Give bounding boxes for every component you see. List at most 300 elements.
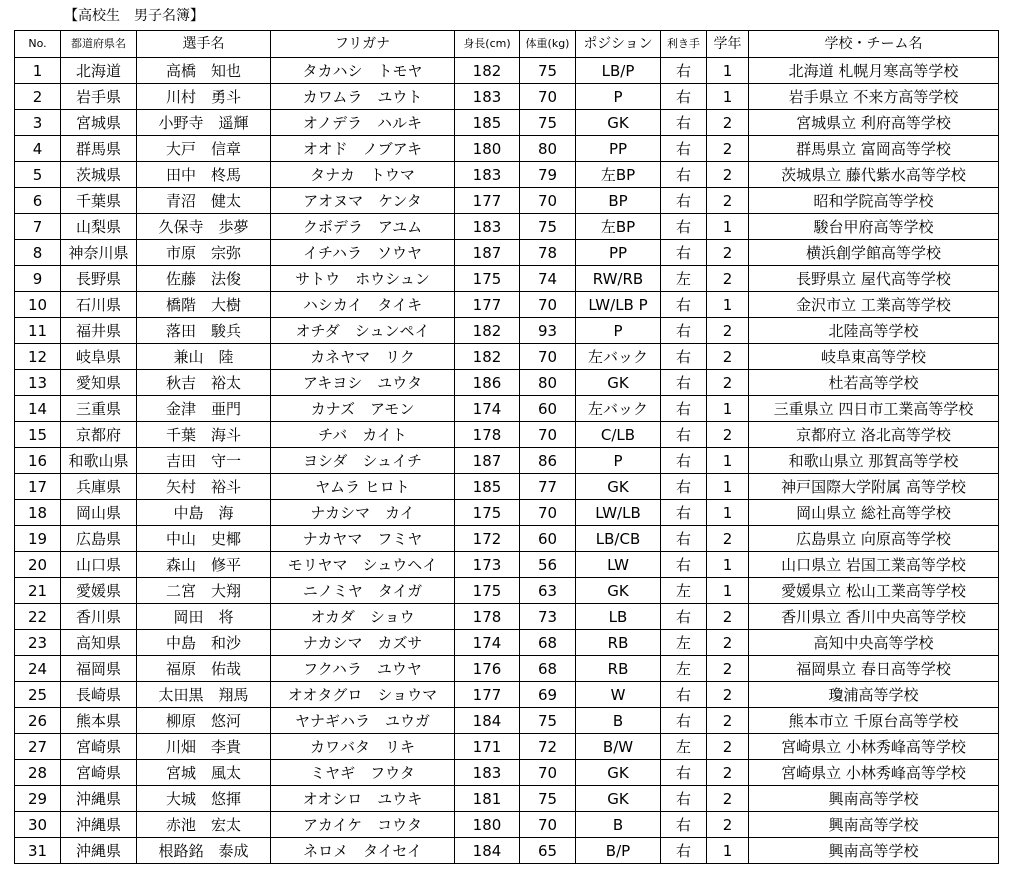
position-cell: PP [576, 240, 661, 266]
furigana-cell: オチダ シュンペイ [271, 318, 455, 344]
position-cell: GK [576, 370, 661, 396]
position-cell: RB [576, 630, 661, 656]
player-name-cell: 岡田 将 [137, 604, 271, 630]
player-name-cell: 佐藤 法俊 [137, 266, 271, 292]
dominant-hand-cell: 右 [661, 708, 707, 734]
height-cell: 174 [455, 630, 520, 656]
row-number: 22 [15, 604, 61, 630]
grade-cell: 2 [707, 630, 749, 656]
furigana-cell: サトウ ホウシュン [271, 266, 455, 292]
furigana-cell: カネヤマ リク [271, 344, 455, 370]
player-name-cell: 高橋 知也 [137, 58, 271, 84]
table-row [15, 292, 999, 318]
weight-cell: 75 [520, 708, 576, 734]
row-number: 9 [15, 266, 61, 292]
dominant-hand-cell: 左 [661, 734, 707, 760]
row-number: 25 [15, 682, 61, 708]
grade-cell: 2 [707, 812, 749, 838]
dominant-hand-cell: 右 [661, 682, 707, 708]
table-row [15, 318, 999, 344]
prefecture-cell: 愛媛県 [61, 578, 137, 604]
grade-cell: 2 [707, 266, 749, 292]
grade-cell: 2 [707, 708, 749, 734]
table-row [15, 630, 999, 656]
height-cell: 184 [455, 708, 520, 734]
grade-cell: 2 [707, 526, 749, 552]
grade-cell: 2 [707, 786, 749, 812]
weight-cell: 70 [520, 188, 576, 214]
grade-cell: 2 [707, 188, 749, 214]
prefecture-cell: 岐阜県 [61, 344, 137, 370]
row-number: 11 [15, 318, 61, 344]
dominant-hand-cell: 右 [661, 318, 707, 344]
prefecture-cell: 宮崎県 [61, 760, 137, 786]
dominant-hand-cell: 右 [661, 526, 707, 552]
school-cell: 北海道 札幌月寒高等学校 [749, 58, 999, 84]
row-number: 28 [15, 760, 61, 786]
dominant-hand-cell: 右 [661, 838, 707, 864]
dominant-hand-cell: 右 [661, 500, 707, 526]
row-number: 31 [15, 838, 61, 864]
furigana-cell: オオシロ ユウキ [271, 786, 455, 812]
furigana-cell: アキヨシ ユウタ [271, 370, 455, 396]
weight-cell: 70 [520, 344, 576, 370]
player-name-cell: 兼山 陸 [137, 344, 271, 370]
row-number: 23 [15, 630, 61, 656]
header-weight: 体重(kg) [520, 31, 576, 58]
grade-cell: 1 [707, 838, 749, 864]
grade-cell: 1 [707, 292, 749, 318]
player-name-cell: 久保寺 歩夢 [137, 214, 271, 240]
grade-cell: 1 [707, 578, 749, 604]
roster-table [14, 30, 999, 864]
weight-cell: 80 [520, 370, 576, 396]
grade-cell: 1 [707, 500, 749, 526]
weight-cell: 70 [520, 812, 576, 838]
position-cell: P [576, 448, 661, 474]
prefecture-cell: 山口県 [61, 552, 137, 578]
dominant-hand-cell: 右 [661, 84, 707, 110]
weight-cell: 86 [520, 448, 576, 474]
row-number: 17 [15, 474, 61, 500]
position-cell: GK [576, 110, 661, 136]
furigana-cell: ヤムラ ヒロト [271, 474, 455, 500]
position-cell: P [576, 318, 661, 344]
player-name-cell: 落田 駿兵 [137, 318, 271, 344]
player-name-cell: 森山 修平 [137, 552, 271, 578]
dominant-hand-cell: 右 [661, 448, 707, 474]
row-number: 12 [15, 344, 61, 370]
position-cell: B [576, 812, 661, 838]
school-cell: 昭和学院高等学校 [749, 188, 999, 214]
grade-cell: 2 [707, 734, 749, 760]
furigana-cell: オカダ ショウ [271, 604, 455, 630]
position-cell: GK [576, 474, 661, 500]
table-row [15, 344, 999, 370]
height-cell: 178 [455, 604, 520, 630]
school-cell: 瓊浦高等学校 [749, 682, 999, 708]
school-cell: 愛媛県立 松山工業高等学校 [749, 578, 999, 604]
school-cell: 北陸高等学校 [749, 318, 999, 344]
furigana-cell: アカイケ コウタ [271, 812, 455, 838]
dominant-hand-cell: 右 [661, 474, 707, 500]
dominant-hand-cell: 右 [661, 604, 707, 630]
height-cell: 187 [455, 240, 520, 266]
height-cell: 183 [455, 162, 520, 188]
row-number: 21 [15, 578, 61, 604]
dominant-hand-cell: 左 [661, 630, 707, 656]
player-name-cell: 中島 和沙 [137, 630, 271, 656]
position-cell: RB [576, 656, 661, 682]
school-cell: 山口県立 岩国工業高等学校 [749, 552, 999, 578]
position-cell: 左BP [576, 214, 661, 240]
furigana-cell: カナズ アモン [271, 396, 455, 422]
table-row [15, 786, 999, 812]
height-cell: 171 [455, 734, 520, 760]
school-cell: 興南高等学校 [749, 838, 999, 864]
dominant-hand-cell: 右 [661, 786, 707, 812]
position-cell: B/W [576, 734, 661, 760]
prefecture-cell: 長崎県 [61, 682, 137, 708]
grade-cell: 2 [707, 110, 749, 136]
position-cell: GK [576, 578, 661, 604]
height-cell: 183 [455, 84, 520, 110]
school-cell: 杜若高等学校 [749, 370, 999, 396]
prefecture-cell: 長野県 [61, 266, 137, 292]
height-cell: 177 [455, 292, 520, 318]
position-cell: PP [576, 136, 661, 162]
dominant-hand-cell: 左 [661, 656, 707, 682]
school-cell: 岐阜東高等学校 [749, 344, 999, 370]
header-furigana: フリガナ [271, 31, 455, 58]
furigana-cell: フクハラ ユウヤ [271, 656, 455, 682]
player-name-cell: 田中 柊馬 [137, 162, 271, 188]
weight-cell: 56 [520, 552, 576, 578]
height-cell: 183 [455, 760, 520, 786]
position-cell: 左バック [576, 344, 661, 370]
header-row [15, 31, 999, 58]
furigana-cell: チバ カイト [271, 422, 455, 448]
grade-cell: 1 [707, 58, 749, 84]
grade-cell: 2 [707, 422, 749, 448]
weight-cell: 65 [520, 838, 576, 864]
table-row [15, 604, 999, 630]
prefecture-cell: 沖縄県 [61, 838, 137, 864]
prefecture-cell: 石川県 [61, 292, 137, 318]
weight-cell: 75 [520, 110, 576, 136]
weight-cell: 68 [520, 656, 576, 682]
grade-cell: 2 [707, 162, 749, 188]
height-cell: 183 [455, 214, 520, 240]
player-name-cell: 福原 佑哉 [137, 656, 271, 682]
school-cell: 興南高等学校 [749, 786, 999, 812]
player-name-cell: 宮城 風太 [137, 760, 271, 786]
header-grade: 学年 [707, 31, 749, 58]
school-cell: 岩手県立 不来方高等学校 [749, 84, 999, 110]
position-cell: LB/CB [576, 526, 661, 552]
position-cell: RW/RB [576, 266, 661, 292]
dominant-hand-cell: 右 [661, 58, 707, 84]
dominant-hand-cell: 右 [661, 136, 707, 162]
school-cell: 香川県立 香川中央高等学校 [749, 604, 999, 630]
row-number: 19 [15, 526, 61, 552]
player-name-cell: 青沼 健太 [137, 188, 271, 214]
height-cell: 185 [455, 110, 520, 136]
furigana-cell: アオヌマ ケンタ [271, 188, 455, 214]
height-cell: 178 [455, 422, 520, 448]
height-cell: 180 [455, 136, 520, 162]
row-number: 13 [15, 370, 61, 396]
school-cell: 横浜創学館高等学校 [749, 240, 999, 266]
grade-cell: 2 [707, 682, 749, 708]
player-name-cell: 吉田 守一 [137, 448, 271, 474]
height-cell: 184 [455, 838, 520, 864]
row-number: 8 [15, 240, 61, 266]
header-school: 学校・チーム名 [749, 31, 999, 58]
prefecture-cell: 宮崎県 [61, 734, 137, 760]
height-cell: 175 [455, 500, 520, 526]
furigana-cell: ミヤギ フウタ [271, 760, 455, 786]
furigana-cell: ニノミヤ タイガ [271, 578, 455, 604]
prefecture-cell: 愛知県 [61, 370, 137, 396]
table-row [15, 734, 999, 760]
table-row [15, 396, 999, 422]
table-row [15, 838, 999, 864]
furigana-cell: オオド ノブアキ [271, 136, 455, 162]
row-number: 20 [15, 552, 61, 578]
player-name-cell: 柳原 悠河 [137, 708, 271, 734]
roster-body [15, 58, 999, 864]
prefecture-cell: 岡山県 [61, 500, 137, 526]
prefecture-cell: 熊本県 [61, 708, 137, 734]
height-cell: 182 [455, 58, 520, 84]
weight-cell: 80 [520, 136, 576, 162]
weight-cell: 77 [520, 474, 576, 500]
weight-cell: 79 [520, 162, 576, 188]
table-row [15, 448, 999, 474]
height-cell: 172 [455, 526, 520, 552]
row-number: 7 [15, 214, 61, 240]
dominant-hand-cell: 右 [661, 344, 707, 370]
header-hand: 利き手 [661, 31, 707, 58]
furigana-cell: カワバタ リキ [271, 734, 455, 760]
header-height: 身長(cm) [455, 31, 520, 58]
grade-cell: 1 [707, 448, 749, 474]
position-cell: LB/P [576, 58, 661, 84]
prefecture-cell: 三重県 [61, 396, 137, 422]
position-cell: 左BP [576, 162, 661, 188]
weight-cell: 75 [520, 214, 576, 240]
table-row [15, 162, 999, 188]
position-cell: BP [576, 188, 661, 214]
row-number: 10 [15, 292, 61, 318]
position-cell: C/LB [576, 422, 661, 448]
position-cell: B [576, 708, 661, 734]
furigana-cell: カワムラ ユウト [271, 84, 455, 110]
player-name-cell: 川畑 李貴 [137, 734, 271, 760]
grade-cell: 2 [707, 370, 749, 396]
furigana-cell: オノデラ ハルキ [271, 110, 455, 136]
school-cell: 高知中央高等学校 [749, 630, 999, 656]
row-number: 4 [15, 136, 61, 162]
table-row [15, 708, 999, 734]
player-name-cell: 大城 悠揮 [137, 786, 271, 812]
furigana-cell: クボデラ アユム [271, 214, 455, 240]
weight-cell: 60 [520, 526, 576, 552]
row-number: 18 [15, 500, 61, 526]
row-number: 15 [15, 422, 61, 448]
table-row [15, 474, 999, 500]
height-cell: 173 [455, 552, 520, 578]
document-title: 【高校生 男子名簿】 [64, 8, 204, 24]
table-row [15, 240, 999, 266]
prefecture-cell: 和歌山県 [61, 448, 137, 474]
furigana-cell: ヨシダ シュイチ [271, 448, 455, 474]
school-cell: 宮城県立 利府高等学校 [749, 110, 999, 136]
height-cell: 185 [455, 474, 520, 500]
row-number: 26 [15, 708, 61, 734]
furigana-cell: ナカシマ カイ [271, 500, 455, 526]
school-cell: 宮崎県立 小林秀峰高等学校 [749, 734, 999, 760]
prefecture-cell: 茨城県 [61, 162, 137, 188]
grade-cell: 2 [707, 240, 749, 266]
grade-cell: 2 [707, 760, 749, 786]
prefecture-cell: 岩手県 [61, 84, 137, 110]
row-number: 16 [15, 448, 61, 474]
height-cell: 177 [455, 682, 520, 708]
grade-cell: 2 [707, 604, 749, 630]
row-number: 27 [15, 734, 61, 760]
row-number: 14 [15, 396, 61, 422]
prefecture-cell: 山梨県 [61, 214, 137, 240]
weight-cell: 70 [520, 500, 576, 526]
table-row [15, 84, 999, 110]
height-cell: 177 [455, 188, 520, 214]
player-name-cell: 中島 海 [137, 500, 271, 526]
school-cell: 駿台甲府高等学校 [749, 214, 999, 240]
position-cell: 左バック [576, 396, 661, 422]
weight-cell: 60 [520, 396, 576, 422]
player-name-cell: 橋階 大樹 [137, 292, 271, 318]
prefecture-cell: 香川県 [61, 604, 137, 630]
school-cell: 福岡県立 春日高等学校 [749, 656, 999, 682]
player-name-cell: 千葉 海斗 [137, 422, 271, 448]
row-number: 29 [15, 786, 61, 812]
weight-cell: 74 [520, 266, 576, 292]
weight-cell: 69 [520, 682, 576, 708]
position-cell: B/P [576, 838, 661, 864]
prefecture-cell: 千葉県 [61, 188, 137, 214]
weight-cell: 75 [520, 58, 576, 84]
furigana-cell: タカハシ トモヤ [271, 58, 455, 84]
table-row [15, 110, 999, 136]
player-name-cell: 中山 史椰 [137, 526, 271, 552]
position-cell: GK [576, 760, 661, 786]
dominant-hand-cell: 右 [661, 370, 707, 396]
height-cell: 175 [455, 266, 520, 292]
prefecture-cell: 宮城県 [61, 110, 137, 136]
position-cell: LW/LB P [576, 292, 661, 318]
dominant-hand-cell: 右 [661, 240, 707, 266]
player-name-cell: 川村 勇斗 [137, 84, 271, 110]
weight-cell: 78 [520, 240, 576, 266]
school-cell: 和歌山県立 那賀高等学校 [749, 448, 999, 474]
prefecture-cell: 神奈川県 [61, 240, 137, 266]
school-cell: 神戸国際大学附属 高等学校 [749, 474, 999, 500]
dominant-hand-cell: 右 [661, 292, 707, 318]
grade-cell: 2 [707, 656, 749, 682]
weight-cell: 70 [520, 84, 576, 110]
weight-cell: 68 [520, 630, 576, 656]
prefecture-cell: 兵庫県 [61, 474, 137, 500]
school-cell: 興南高等学校 [749, 812, 999, 838]
weight-cell: 75 [520, 786, 576, 812]
table-row [15, 760, 999, 786]
weight-cell: 63 [520, 578, 576, 604]
dominant-hand-cell: 右 [661, 214, 707, 240]
weight-cell: 72 [520, 734, 576, 760]
table-row [15, 656, 999, 682]
row-number: 6 [15, 188, 61, 214]
grade-cell: 2 [707, 344, 749, 370]
player-name-cell: 金津 亜門 [137, 396, 271, 422]
weight-cell: 73 [520, 604, 576, 630]
prefecture-cell: 群馬県 [61, 136, 137, 162]
furigana-cell: イチハラ ソウヤ [271, 240, 455, 266]
table-row [15, 266, 999, 292]
weight-cell: 70 [520, 422, 576, 448]
weight-cell: 70 [520, 292, 576, 318]
dominant-hand-cell: 右 [661, 162, 707, 188]
grade-cell: 1 [707, 84, 749, 110]
dominant-hand-cell: 右 [661, 552, 707, 578]
prefecture-cell: 北海道 [61, 58, 137, 84]
player-name-cell: 大戸 信章 [137, 136, 271, 162]
dominant-hand-cell: 右 [661, 110, 707, 136]
player-name-cell: 根路銘 泰成 [137, 838, 271, 864]
position-cell: W [576, 682, 661, 708]
prefecture-cell: 高知県 [61, 630, 137, 656]
player-name-cell: 赤池 宏太 [137, 812, 271, 838]
prefecture-cell: 福井県 [61, 318, 137, 344]
grade-cell: 2 [707, 136, 749, 162]
height-cell: 186 [455, 370, 520, 396]
row-number: 24 [15, 656, 61, 682]
position-cell: LW/LB [576, 500, 661, 526]
table-row [15, 526, 999, 552]
school-cell: 京都府立 洛北高等学校 [749, 422, 999, 448]
dominant-hand-cell: 右 [661, 760, 707, 786]
player-name-cell: 小野寺 遥輝 [137, 110, 271, 136]
school-cell: 金沢市立 工業高等学校 [749, 292, 999, 318]
table-row [15, 812, 999, 838]
player-name-cell: 矢村 裕斗 [137, 474, 271, 500]
header-player-name: 選手名 [137, 31, 271, 58]
grade-cell: 1 [707, 552, 749, 578]
dominant-hand-cell: 右 [661, 812, 707, 838]
height-cell: 180 [455, 812, 520, 838]
height-cell: 181 [455, 786, 520, 812]
dominant-hand-cell: 右 [661, 188, 707, 214]
school-cell: 群馬県立 富岡高等学校 [749, 136, 999, 162]
furigana-cell: ナカヤマ フミヤ [271, 526, 455, 552]
dominant-hand-cell: 左 [661, 266, 707, 292]
school-cell: 岡山県立 総社高等学校 [749, 500, 999, 526]
weight-cell: 93 [520, 318, 576, 344]
prefecture-cell: 福岡県 [61, 656, 137, 682]
height-cell: 182 [455, 318, 520, 344]
grade-cell: 1 [707, 396, 749, 422]
